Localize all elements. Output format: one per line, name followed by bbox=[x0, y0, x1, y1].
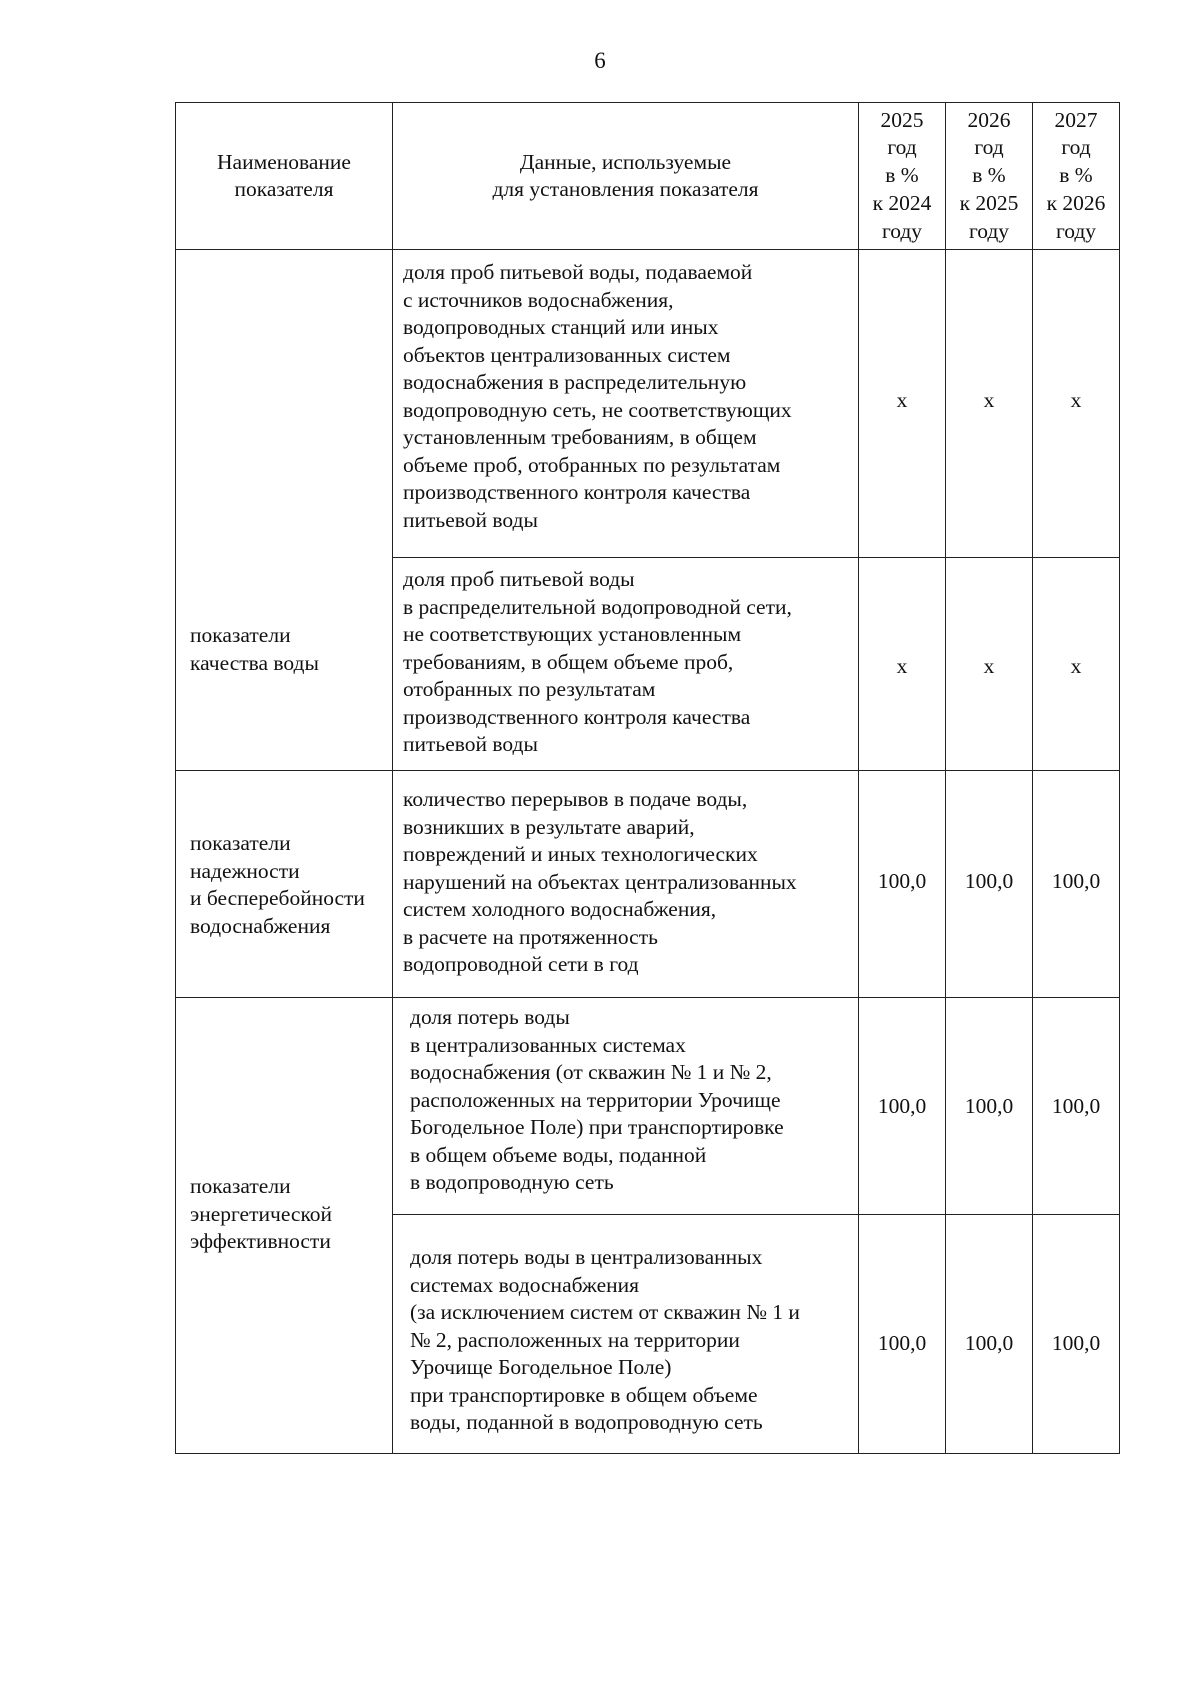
table-cell-value: 100,0 bbox=[946, 771, 1033, 998]
header-year-2027: 2027 год в % к 2026 году bbox=[1033, 103, 1120, 250]
table-cell-value: 100,0 bbox=[946, 1215, 1033, 1454]
table-cell-value: х bbox=[1033, 250, 1120, 558]
table-cell-value: х bbox=[946, 250, 1033, 558]
table-cell-value: 100,0 bbox=[1033, 998, 1120, 1215]
group-reliability: показатели надежности и бесперебойности водоснабжения bbox=[176, 771, 393, 998]
header-year-2026: 2026 год в % к 2025 году bbox=[946, 103, 1033, 250]
table-cell-value: 100,0 bbox=[859, 1215, 946, 1454]
table-row-data: доля проб питьевой воды, подаваемой с источников водоснабжения, водопроводных станций или иных объектов централизованных систем водоснабжения в распределительную водопроводную сеть, не соответствующих установленным требованиям, в общем объеме проб, отобранных по результатам производственного контроля качества питьевой воды bbox=[393, 250, 859, 558]
page-number: 6 bbox=[594, 48, 606, 73]
table-row-data: количество перерывов в подаче воды, возникших в результате аварий, повреждений и иных технологических нарушений на объектах централизованных систем холодного водоснабжения, в расчете на протяженность водопроводной сети в год bbox=[393, 771, 859, 998]
header-indicator-name: Наименование показателя bbox=[176, 103, 393, 250]
header-data-used: Данные, используемые для установления показателя bbox=[393, 103, 859, 250]
table-cell-value: 100,0 bbox=[1033, 771, 1120, 998]
table-cell-value: 100,0 bbox=[859, 771, 946, 998]
table-cell-value: 100,0 bbox=[859, 998, 946, 1215]
table-cell-value: х bbox=[859, 558, 946, 771]
group-energy-efficiency: показатели энергетической эффективности bbox=[176, 998, 393, 1454]
header-year-2025: 2025 год в % к 2024 году bbox=[859, 103, 946, 250]
table-cell-value: х bbox=[859, 250, 946, 558]
table-cell-value: 100,0 bbox=[946, 998, 1033, 1215]
table-row-data: доля проб питьевой воды в распределительной водопроводной сети, не соответствующих установленным требованиям, в общем объеме проб, отобранных по результатам производственного контроля качества питьевой воды bbox=[393, 558, 859, 771]
table-cell-value: 100,0 bbox=[1033, 1215, 1120, 1454]
indicators-table bbox=[175, 102, 1120, 1454]
table-cell-value: х bbox=[1033, 558, 1120, 771]
table-row-data: доля потерь воды в централизованных системах водоснабжения (за исключением систем от скважин № 1 и № 2, расположенных на территории Урочище Богодельное Поле) при транспортировке в общем объеме воды, поданной в водопроводную сеть bbox=[393, 1215, 859, 1454]
table-row-data: доля потерь воды в централизованных системах водоснабжения (от скважин № 1 и № 2, расположенных на территории Урочище Богодельное Поле) при транспортировке в общем объеме воды, поданной в водопроводную сеть bbox=[393, 998, 859, 1215]
group-water-quality: показатели качества воды bbox=[176, 250, 393, 771]
table-cell-value: х bbox=[946, 558, 1033, 771]
